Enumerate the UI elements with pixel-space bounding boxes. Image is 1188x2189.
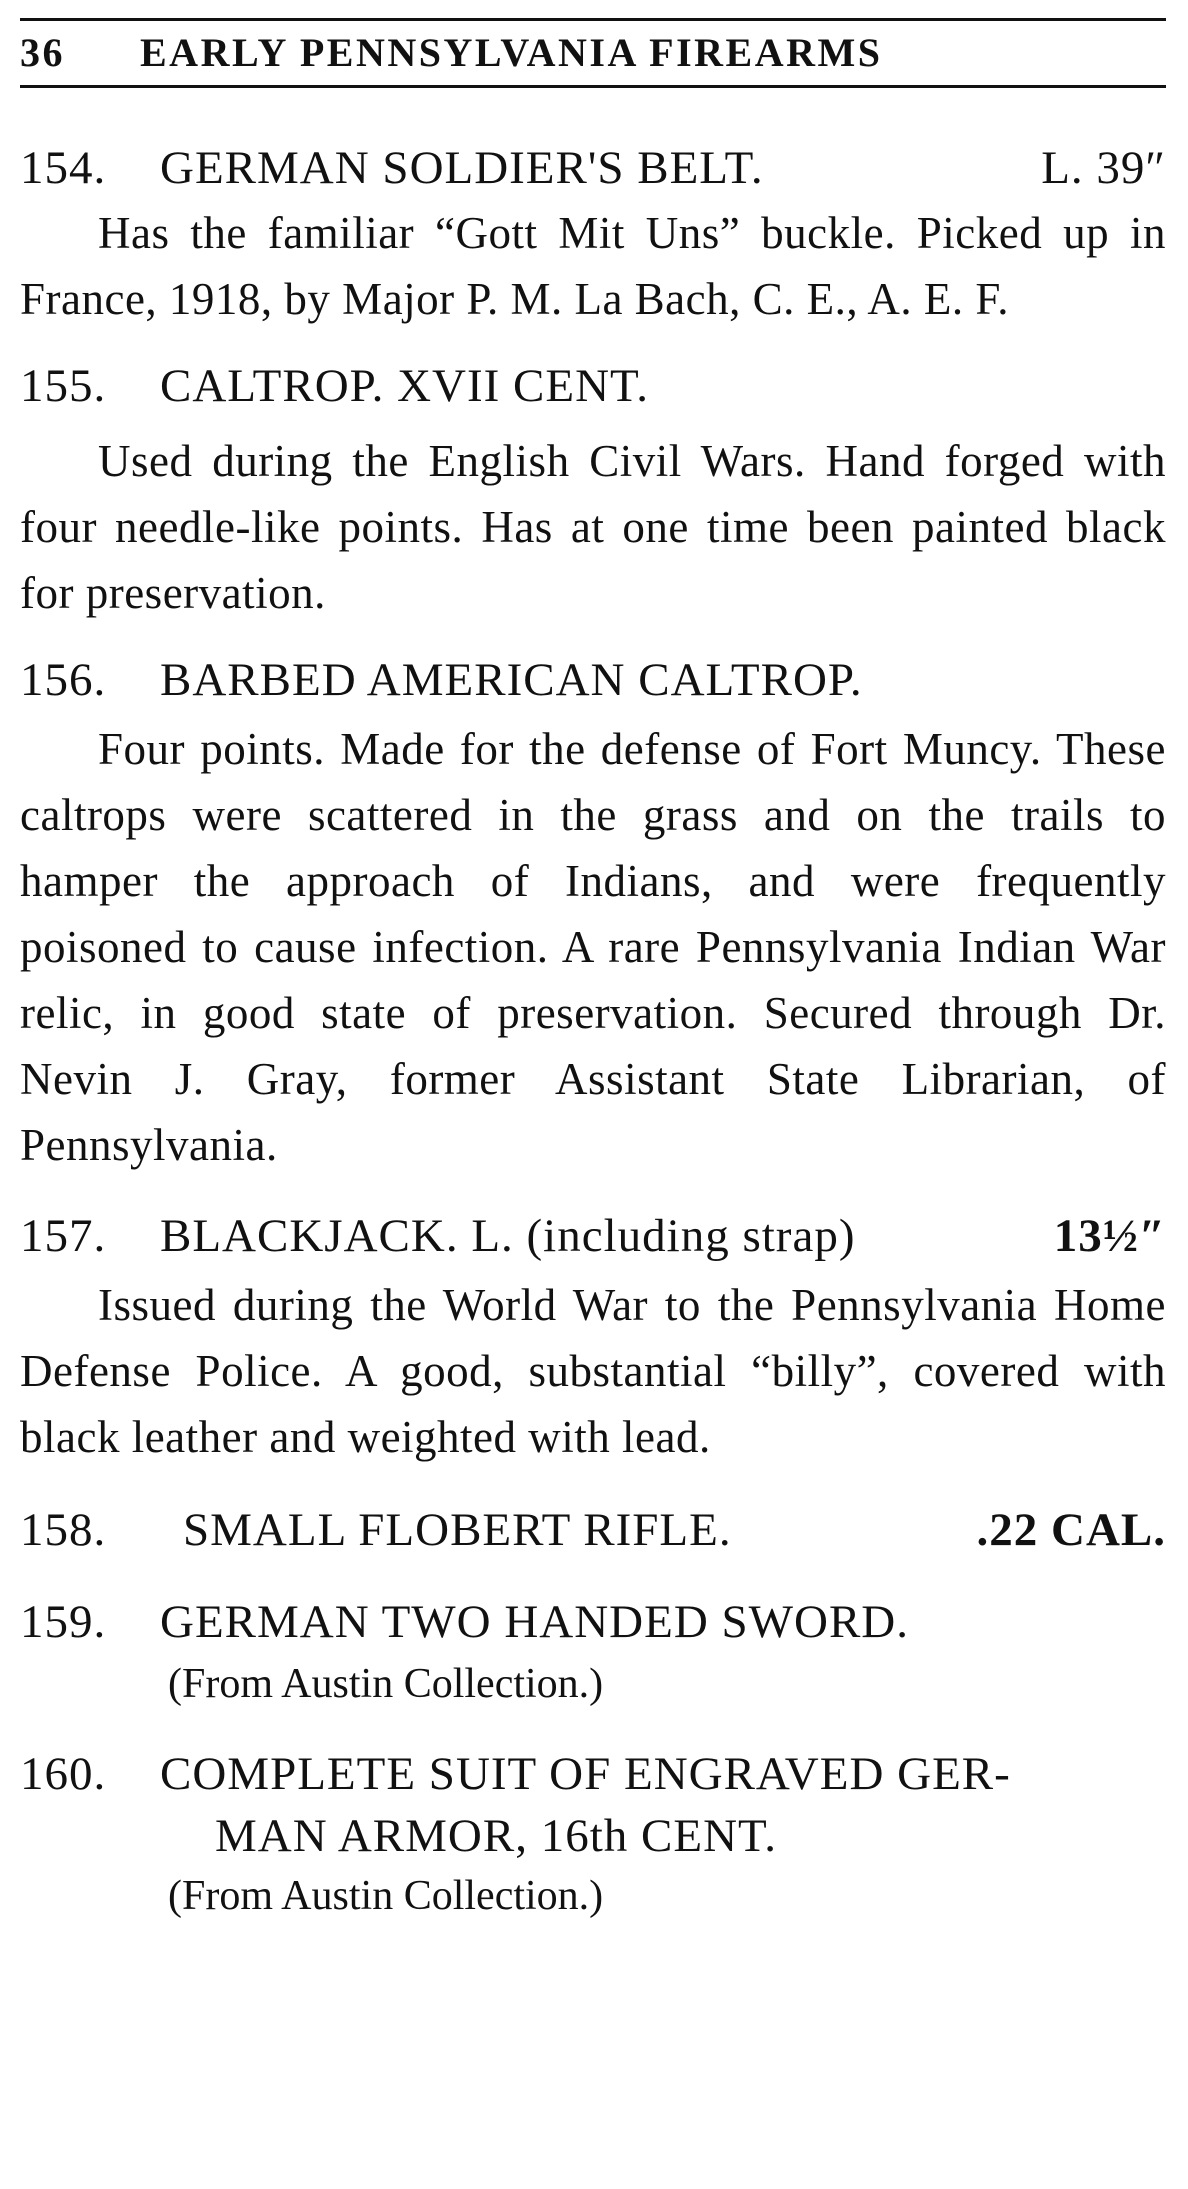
entry-number: 160. [20,1748,107,1800]
running-title: EARLY PENNSYLVANIA FIREARMS [140,30,883,75]
entry-heading [20,1498,1166,1562]
entry-number: 158. [20,1504,107,1556]
entry-provenance-note: (From Austin Collection.) [168,1661,604,1707]
entry-name: BLACKJACK. L. (including strap) [160,1210,856,1262]
entry-description: Issued during the World War to the Pennsylvania Home Defense Police. A good, substantial “billy”, covered with black leather and weighted with lead. [20,1280,1166,1462]
document-page [20,18,1166,1926]
entry-heading [20,1204,1166,1268]
catalog-entry-157 [20,1204,1166,1470]
entry-name: BARBED AMERICAN CALTROP. [160,654,863,706]
entry-name-continuation: MAN ARMOR, 16th CENT. [215,1810,777,1862]
entry-heading [20,648,1166,712]
entry-provenance-note: (From Austin Collection.) [168,1873,604,1919]
entry-meta: 13½″ [1053,1210,1166,1262]
entry-number: 156. [20,654,107,706]
entry-name: GERMAN TWO HANDED SWORD. [160,1596,909,1648]
entry-heading [20,1742,1166,1806]
entry-number: 157. [20,1210,107,1262]
page-header [20,21,1166,85]
entry-name: COMPLETE SUIT OF ENGRAVED GER- [160,1748,1011,1800]
entry-number: 154. [20,142,107,194]
entry-heading [20,136,1166,200]
page-number: 36 [20,30,65,75]
catalog-entry-156 [20,648,1166,1178]
entry-heading [20,1590,1166,1654]
entry-description: Four points. Made for the defense of Fort Muncy. These caltrops were scattered in the grass and on the trails to hamper the approach of Indians, and were frequently poisoned to cause infection. A rare Pennsylvania Indian War relic, in good state of preservation. Secured through Dr. Nevin J. Gray, former Assistant State Librarian, of Pennsylvania. [20,724,1166,1170]
entry-name: SMALL FLOBERT RIFLE. [183,1504,732,1556]
entry-heading [20,354,1166,418]
catalog-entry-158 [20,1498,1166,1562]
entry-number: 159. [20,1596,107,1648]
header-bottom-rule [20,85,1166,88]
entry-number: 155. [20,360,107,412]
entry-name: CALTROP. XVII CENT. [160,360,650,412]
catalog-entry-160 [20,1742,1166,1926]
entry-meta: L. 39″ [1041,142,1166,194]
entry-description: Used during the English Civil Wars. Hand forged with four needle-like points. Has at one time been painted black for preservation. [20,436,1166,618]
catalog-entry-159 [20,1590,1166,1714]
entry-meta: .22 CAL. [976,1504,1166,1556]
catalog-entry-154 [20,136,1166,332]
entry-name: GERMAN SOLDIER'S BELT. [160,142,764,194]
catalog-entry-155 [20,354,1166,626]
entry-description: Has the familiar “Gott Mit Uns” buckle. Picked up in France, 1918, by Major P. M. La Bach, C. E., A. E. F. [20,208,1166,324]
